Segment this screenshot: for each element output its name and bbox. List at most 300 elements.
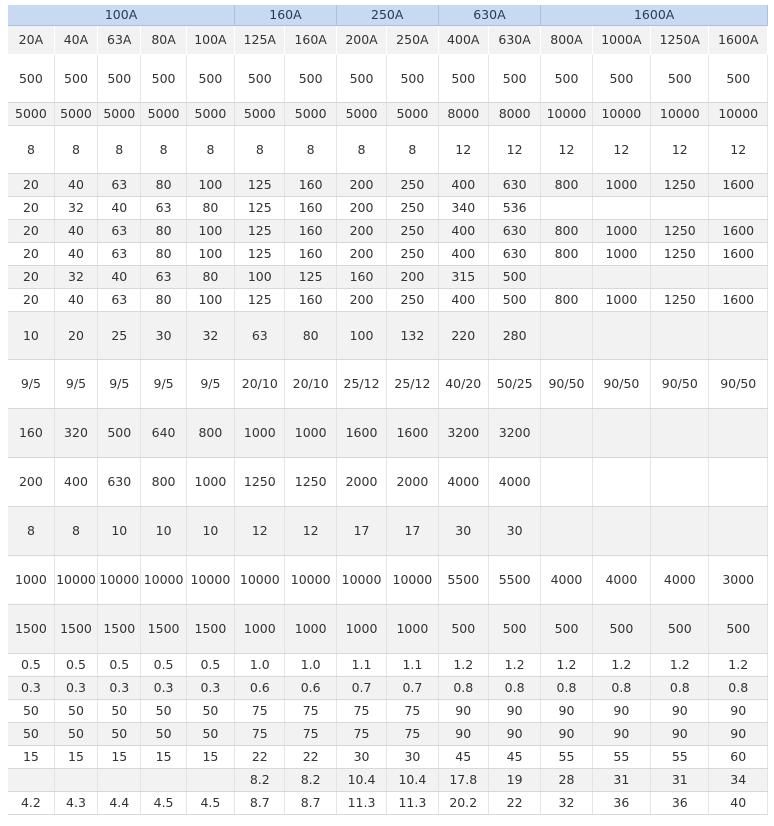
- table-cell: 10: [98, 506, 141, 555]
- table-cell: 30: [438, 506, 488, 555]
- table-row: [8, 676, 768, 699]
- table-row: [8, 699, 768, 722]
- table-cell: 8: [235, 125, 285, 173]
- table-cell: 1250: [235, 457, 285, 506]
- table-cell: 80: [141, 288, 186, 311]
- group-header-cell: 1600A: [541, 5, 768, 25]
- table-cell: 55: [541, 745, 592, 768]
- table-cell: 63: [98, 242, 141, 265]
- table-cell: 10000: [141, 555, 186, 604]
- table-cell: 60: [709, 745, 768, 768]
- table-cell: 1500: [8, 604, 54, 653]
- group-header-cell: 100A: [8, 5, 235, 25]
- table-cell: 34: [709, 768, 768, 791]
- rating-cell: 200A: [336, 25, 386, 54]
- table-cell: 125: [235, 173, 285, 196]
- table-cell: 500: [709, 604, 768, 653]
- table-cell: 90: [651, 722, 709, 745]
- table-cell: 40: [98, 196, 141, 219]
- table-cell: [709, 196, 768, 219]
- table-cell: 0.5: [54, 653, 97, 676]
- table-cell: 20: [8, 288, 54, 311]
- table-cell: 10000: [336, 555, 386, 604]
- table-row: [8, 288, 768, 311]
- table-row: [8, 173, 768, 196]
- table-cell: 22: [235, 745, 285, 768]
- table-cell: 50/25: [488, 359, 540, 408]
- table-cell: [186, 768, 234, 791]
- table-cell: [651, 408, 709, 457]
- table-cell: 32: [54, 265, 97, 288]
- table-cell: 200: [336, 219, 386, 242]
- table-cell: 500: [541, 604, 592, 653]
- table-cell: 10000: [592, 102, 650, 125]
- table-cell: 800: [141, 457, 186, 506]
- table-cell: 50: [98, 699, 141, 722]
- table-cell: 160: [285, 242, 336, 265]
- table-cell: 0.8: [651, 676, 709, 699]
- table-cell: 1250: [651, 242, 709, 265]
- table-cell: 30: [336, 745, 386, 768]
- table-cell: 40: [54, 219, 97, 242]
- table-cell: 1000: [592, 242, 650, 265]
- table-cell: 10000: [541, 102, 592, 125]
- table-cell: 10000: [285, 555, 336, 604]
- table-cell: 63: [98, 173, 141, 196]
- table-cell: 50: [186, 722, 234, 745]
- group-header-cell: 630A: [438, 5, 541, 25]
- table-cell: 20/10: [235, 359, 285, 408]
- table-cell: 90: [709, 722, 768, 745]
- table-cell: 8: [336, 125, 386, 173]
- table-cell: 0.5: [186, 653, 234, 676]
- table-cell: 20: [54, 311, 97, 359]
- table-cell: 500: [651, 54, 709, 102]
- table-cell: 9/5: [186, 359, 234, 408]
- table-cell: 9/5: [8, 359, 54, 408]
- table-cell: 25/12: [387, 359, 438, 408]
- table-cell: 5500: [488, 555, 540, 604]
- table-cell: 1000: [336, 604, 386, 653]
- table-cell: 17: [336, 506, 386, 555]
- table-row: [8, 791, 768, 814]
- table-cell: 80: [141, 242, 186, 265]
- table-cell: 8: [8, 506, 54, 555]
- table-cell: 80: [186, 196, 234, 219]
- table-cell: [98, 768, 141, 791]
- table-cell: 160: [8, 408, 54, 457]
- table-cell: 50: [8, 722, 54, 745]
- table-cell: 75: [285, 722, 336, 745]
- table-cell: 630: [488, 173, 540, 196]
- rating-cell: 800A: [541, 25, 592, 54]
- table-cell: 1.2: [541, 653, 592, 676]
- table-cell: 0.5: [8, 653, 54, 676]
- table-cell: 5000: [387, 102, 438, 125]
- table-cell: 32: [186, 311, 234, 359]
- table-cell: 50: [54, 699, 97, 722]
- table-cell: [709, 408, 768, 457]
- table-cell: 36: [592, 791, 650, 814]
- table-cell: 10.4: [336, 768, 386, 791]
- table-cell: 10000: [387, 555, 438, 604]
- table-cell: 1600: [709, 219, 768, 242]
- table-cell: 90: [592, 699, 650, 722]
- table-row: [8, 125, 768, 173]
- table-row: [8, 265, 768, 288]
- table-cell: 80: [141, 219, 186, 242]
- table-cell: 400: [54, 457, 97, 506]
- table-cell: 10000: [98, 555, 141, 604]
- table-row: [8, 196, 768, 219]
- table-cell: 25/12: [336, 359, 386, 408]
- table-cell: 12: [235, 506, 285, 555]
- table-row: [8, 54, 768, 102]
- table-cell: 200: [336, 173, 386, 196]
- table-cell: 1600: [709, 173, 768, 196]
- table-cell: 10000: [186, 555, 234, 604]
- table-cell: 63: [98, 219, 141, 242]
- table-row: [8, 102, 768, 125]
- table-cell: 90/50: [651, 359, 709, 408]
- spec-table: [8, 5, 768, 815]
- table-cell: 8.7: [285, 791, 336, 814]
- table-cell: 1.1: [336, 653, 386, 676]
- table-cell: 45: [438, 745, 488, 768]
- table-cell: 280: [488, 311, 540, 359]
- table-cell: 400: [438, 219, 488, 242]
- table-cell: 630: [488, 219, 540, 242]
- table-cell: [592, 457, 650, 506]
- table-cell: 9/5: [141, 359, 186, 408]
- table-cell: 8: [387, 125, 438, 173]
- table-cell: 11.3: [387, 791, 438, 814]
- table-cell: [709, 457, 768, 506]
- table-cell: 36: [651, 791, 709, 814]
- table-cell: 1.0: [235, 653, 285, 676]
- table-cell: 200: [387, 265, 438, 288]
- table-cell: 4000: [651, 555, 709, 604]
- rating-cell: 100A: [186, 25, 234, 54]
- rating-cell: 250A: [387, 25, 438, 54]
- table-cell: 400: [438, 242, 488, 265]
- table-cell: 500: [651, 604, 709, 653]
- table-cell: 320: [54, 408, 97, 457]
- table-cell: 10000: [651, 102, 709, 125]
- table-cell: 500: [438, 604, 488, 653]
- table-cell: 0.3: [54, 676, 97, 699]
- table-cell: 1.2: [651, 653, 709, 676]
- table-cell: 63: [141, 265, 186, 288]
- table-cell: 90: [541, 699, 592, 722]
- table-cell: 125: [285, 265, 336, 288]
- table-cell: 30: [387, 745, 438, 768]
- table-cell: 100: [186, 219, 234, 242]
- table-cell: 400: [438, 288, 488, 311]
- table-cell: 0.6: [235, 676, 285, 699]
- table-cell: 500: [387, 54, 438, 102]
- table-cell: 340: [438, 196, 488, 219]
- table-cell: [541, 265, 592, 288]
- table-cell: 125: [235, 196, 285, 219]
- rating-cell: 1250A: [651, 25, 709, 54]
- table-row: [8, 359, 768, 408]
- table-row: [8, 745, 768, 768]
- table-cell: 500: [592, 604, 650, 653]
- table-cell: 4.5: [141, 791, 186, 814]
- table-cell: 75: [387, 722, 438, 745]
- table-cell: 32: [541, 791, 592, 814]
- table-cell: 0.5: [98, 653, 141, 676]
- table-cell: 12: [541, 125, 592, 173]
- table-cell: 500: [438, 54, 488, 102]
- table-cell: 4.5: [186, 791, 234, 814]
- table-cell: 75: [285, 699, 336, 722]
- table-cell: 22: [488, 791, 540, 814]
- table-cell: 500: [541, 54, 592, 102]
- table-cell: [592, 506, 650, 555]
- table-cell: 90: [438, 699, 488, 722]
- table-cell: 40/20: [438, 359, 488, 408]
- table-cell: 132: [387, 311, 438, 359]
- table-cell: 9/5: [54, 359, 97, 408]
- table-cell: 8: [98, 125, 141, 173]
- table-cell: 12: [651, 125, 709, 173]
- table-row: [8, 653, 768, 676]
- table-cell: 1000: [235, 604, 285, 653]
- table-cell: 1250: [651, 173, 709, 196]
- table-cell: 8: [141, 125, 186, 173]
- table-cell: 8000: [488, 102, 540, 125]
- table-cell: 1000: [592, 219, 650, 242]
- group-header-row: [8, 5, 768, 25]
- table-cell: 500: [54, 54, 97, 102]
- table-cell: 90: [438, 722, 488, 745]
- table-cell: 200: [336, 242, 386, 265]
- table-cell: 160: [285, 219, 336, 242]
- table-cell: 500: [488, 54, 540, 102]
- table-cell: 80: [141, 173, 186, 196]
- table-cell: [709, 506, 768, 555]
- table-cell: 200: [336, 196, 386, 219]
- table-cell: 630: [98, 457, 141, 506]
- table-cell: 20: [8, 242, 54, 265]
- table-cell: [709, 265, 768, 288]
- table-cell: 20: [8, 196, 54, 219]
- table-cell: [541, 457, 592, 506]
- table-cell: 1500: [98, 604, 141, 653]
- table-row: [8, 311, 768, 359]
- table-cell: 90: [709, 699, 768, 722]
- table-cell: 160: [285, 196, 336, 219]
- table-cell: 500: [709, 54, 768, 102]
- table-cell: 3000: [709, 555, 768, 604]
- table-cell: 12: [438, 125, 488, 173]
- table-cell: 22: [285, 745, 336, 768]
- table-cell: 55: [592, 745, 650, 768]
- table-cell: 500: [186, 54, 234, 102]
- table-cell: 40: [54, 242, 97, 265]
- group-header-cell: 250A: [336, 5, 438, 25]
- table-cell: 25: [98, 311, 141, 359]
- table-cell: 17.8: [438, 768, 488, 791]
- table-cell: 2000: [387, 457, 438, 506]
- table-cell: 31: [651, 768, 709, 791]
- table-cell: 40: [98, 265, 141, 288]
- rating-cell: 160A: [285, 25, 336, 54]
- table-cell: 100: [336, 311, 386, 359]
- table-cell: 100: [186, 288, 234, 311]
- table-cell: 12: [592, 125, 650, 173]
- table-cell: 1000: [285, 408, 336, 457]
- table-cell: 250: [387, 242, 438, 265]
- table-cell: 10000: [235, 555, 285, 604]
- table-cell: 2000: [336, 457, 386, 506]
- table-cell: [651, 196, 709, 219]
- table-cell: 28: [541, 768, 592, 791]
- table-cell: 8: [285, 125, 336, 173]
- table-cell: [592, 196, 650, 219]
- table-cell: 50: [141, 699, 186, 722]
- table-cell: 75: [235, 722, 285, 745]
- table-cell: 500: [8, 54, 54, 102]
- table-cell: 100: [235, 265, 285, 288]
- table-cell: 5000: [235, 102, 285, 125]
- table-cell: 250: [387, 196, 438, 219]
- table-cell: 8: [186, 125, 234, 173]
- table-cell: 630: [488, 242, 540, 265]
- table-cell: 1.2: [488, 653, 540, 676]
- table-cell: 50: [141, 722, 186, 745]
- table-cell: 1000: [186, 457, 234, 506]
- table-row: [8, 408, 768, 457]
- table-cell: [141, 768, 186, 791]
- table-cell: [651, 311, 709, 359]
- table-cell: 5000: [54, 102, 97, 125]
- table-cell: 0.7: [336, 676, 386, 699]
- table-cell: 11.3: [336, 791, 386, 814]
- table-cell: 500: [488, 265, 540, 288]
- table-cell: 1500: [54, 604, 97, 653]
- table-cell: 20/10: [285, 359, 336, 408]
- table-cell: [651, 457, 709, 506]
- table-cell: 1.0: [285, 653, 336, 676]
- table-cell: 32: [54, 196, 97, 219]
- table-cell: 200: [336, 288, 386, 311]
- table-cell: 220: [438, 311, 488, 359]
- table-cell: 1.2: [438, 653, 488, 676]
- table-cell: 1600: [709, 288, 768, 311]
- table-cell: 250: [387, 219, 438, 242]
- table-cell: 1500: [186, 604, 234, 653]
- table-cell: 100: [186, 173, 234, 196]
- table-cell: 1000: [285, 604, 336, 653]
- table-cell: 4.2: [8, 791, 54, 814]
- table-cell: 536: [488, 196, 540, 219]
- table-cell: 80: [186, 265, 234, 288]
- table-cell: 0.7: [387, 676, 438, 699]
- table-cell: 800: [541, 242, 592, 265]
- table-cell: 125: [235, 242, 285, 265]
- table-row: [8, 768, 768, 791]
- table-cell: 4000: [592, 555, 650, 604]
- table-cell: 800: [541, 288, 592, 311]
- table-cell: [541, 196, 592, 219]
- table-cell: 0.6: [285, 676, 336, 699]
- table-cell: 5000: [141, 102, 186, 125]
- table-cell: 800: [541, 173, 592, 196]
- table-cell: 50: [8, 699, 54, 722]
- table-cell: 8: [54, 125, 97, 173]
- table-cell: 40: [54, 173, 97, 196]
- table-cell: 63: [141, 196, 186, 219]
- table-cell: 160: [285, 173, 336, 196]
- table-cell: 800: [186, 408, 234, 457]
- table-cell: 0.8: [488, 676, 540, 699]
- table-cell: 12: [488, 125, 540, 173]
- table-cell: 20: [8, 265, 54, 288]
- table-cell: 0.3: [98, 676, 141, 699]
- table-cell: [541, 506, 592, 555]
- table-cell: [54, 768, 97, 791]
- table-cell: 8.2: [285, 768, 336, 791]
- table-cell: 9/5: [98, 359, 141, 408]
- table-cell: 75: [235, 699, 285, 722]
- table-cell: 0.3: [186, 676, 234, 699]
- table-cell: 400: [438, 173, 488, 196]
- table-cell: 1.2: [592, 653, 650, 676]
- table-cell: 500: [235, 54, 285, 102]
- table-cell: 31: [592, 768, 650, 791]
- table-cell: 8: [54, 506, 97, 555]
- table-cell: 1000: [387, 604, 438, 653]
- table-cell: 160: [285, 288, 336, 311]
- table-cell: 1600: [709, 242, 768, 265]
- table-cell: 30: [141, 311, 186, 359]
- table-cell: [651, 265, 709, 288]
- table-cell: 75: [387, 699, 438, 722]
- table-cell: 10: [141, 506, 186, 555]
- table-cell: 20.2: [438, 791, 488, 814]
- table-cell: [592, 408, 650, 457]
- table-row: [8, 555, 768, 604]
- table-cell: 200: [8, 457, 54, 506]
- table-cell: 160: [336, 265, 386, 288]
- table-cell: [541, 408, 592, 457]
- table-row: [8, 219, 768, 242]
- table-cell: 12: [285, 506, 336, 555]
- table-cell: 5000: [285, 102, 336, 125]
- table-cell: 90/50: [592, 359, 650, 408]
- table-cell: 0.3: [8, 676, 54, 699]
- table-cell: 4000: [541, 555, 592, 604]
- table-cell: 800: [541, 219, 592, 242]
- table-cell: 4000: [488, 457, 540, 506]
- table-cell: [541, 311, 592, 359]
- table-cell: 3200: [438, 408, 488, 457]
- table-cell: 90: [592, 722, 650, 745]
- table-cell: 5500: [438, 555, 488, 604]
- table-cell: 0.8: [592, 676, 650, 699]
- table-cell: 55: [651, 745, 709, 768]
- table-cell: 10000: [709, 102, 768, 125]
- table-cell: 4000: [438, 457, 488, 506]
- table-cell: 5000: [98, 102, 141, 125]
- table-cell: 0.3: [141, 676, 186, 699]
- table-cell: 19: [488, 768, 540, 791]
- table-cell: 90: [651, 699, 709, 722]
- table-cell: 640: [141, 408, 186, 457]
